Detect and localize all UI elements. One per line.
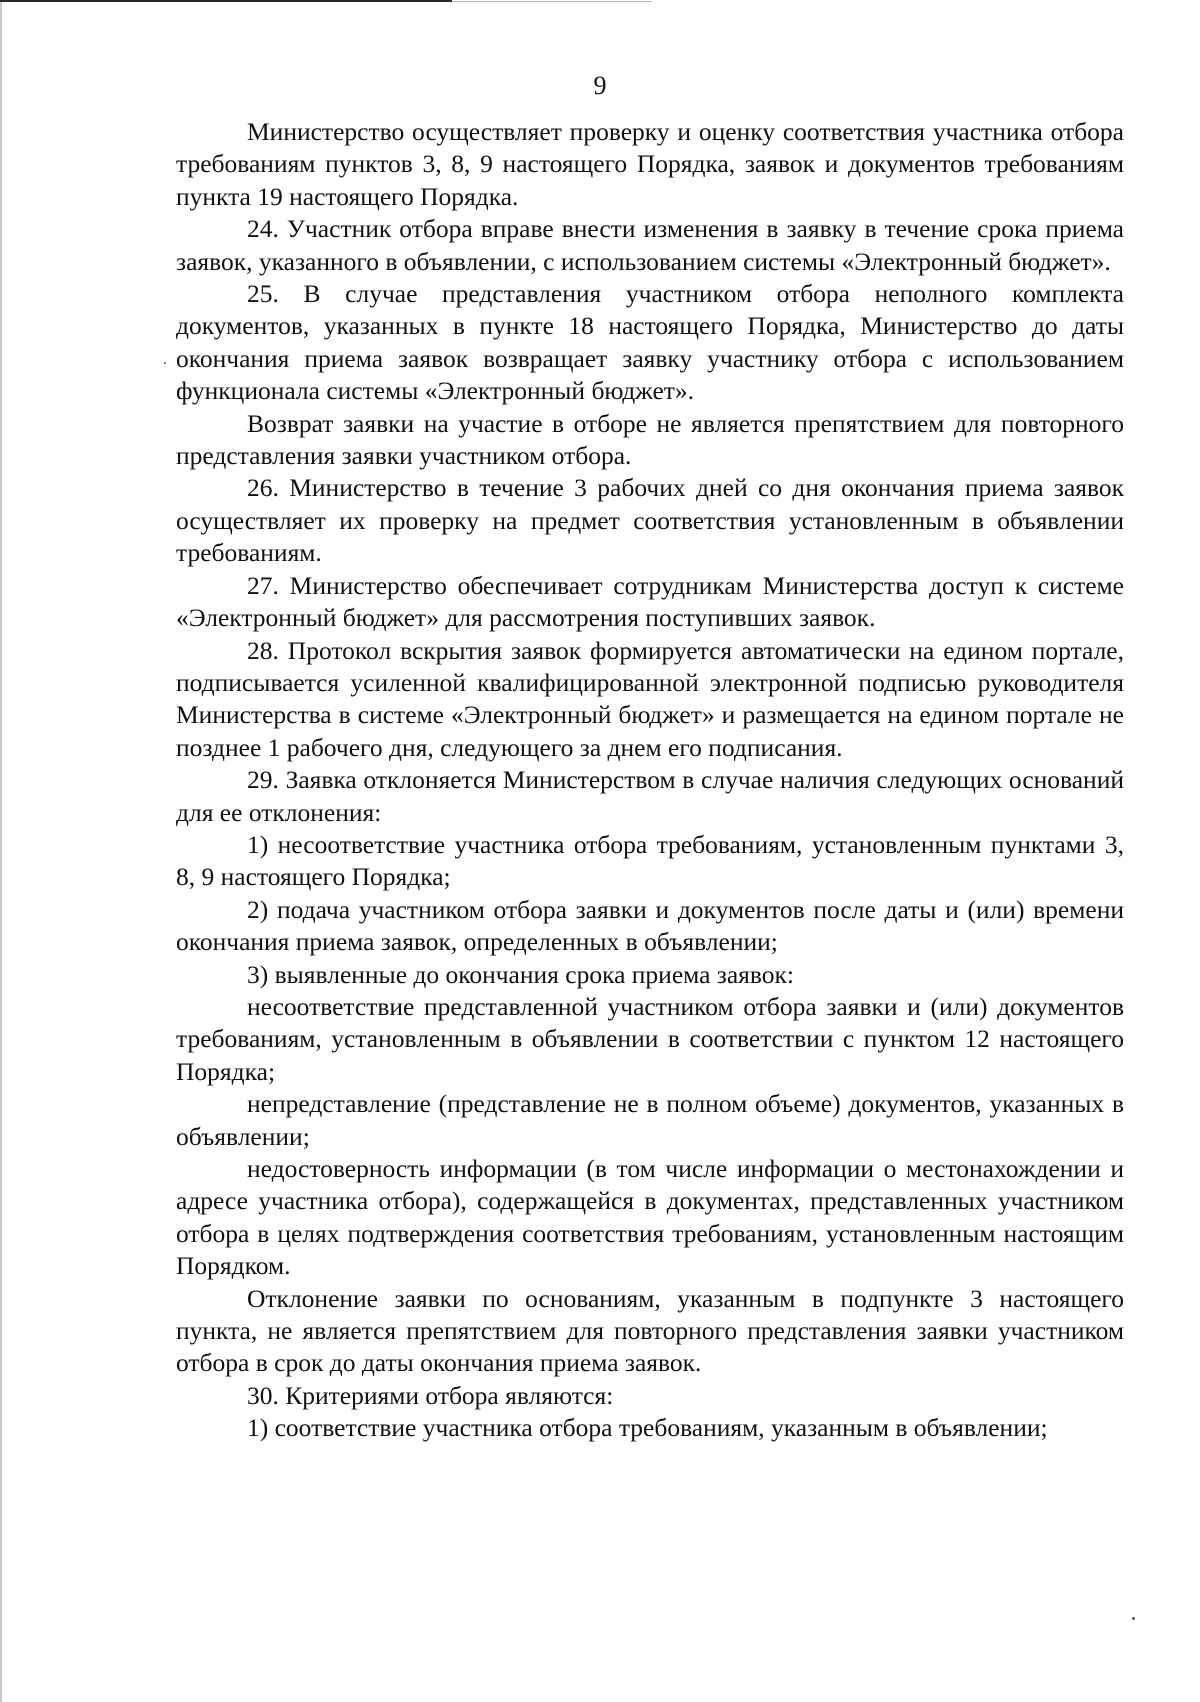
paragraph: 3) выявленные до окончания срока приема заявок: xyxy=(247,959,795,989)
scan-speck xyxy=(1132,1617,1135,1620)
scan-edge-top xyxy=(0,0,452,2)
paragraph: 25. В случае представления участником отбора неполного комплекта документов, указанных в пункте 18 настоящего Порядка, Министерство до даты окончания приема заявок возвращает заявку участнику отбора с использованием функционала системы «Электронный бюджет». xyxy=(176,279,1124,406)
paragraph: непредставление (представление не в полном объеме) документов, указанных в объявлении; xyxy=(176,1089,1124,1151)
page-number: 9 xyxy=(593,71,607,100)
paragraph: 2) подача участником отбора заявки и документов после даты и (или) времени окончания приема заявок, определенных в объявлении; xyxy=(176,894,1124,957)
scan-edge-left xyxy=(0,0,2,1702)
paragraph: 26. Министерство в течение 3 рабочих дней со дня окончания приема заявок осуществляет их проверку на предмет соответствия установленным в объявлении требованиям. xyxy=(176,473,1124,568)
paragraph: недостоверность информации (в том числе информации о местонахождении и адресе участника отбора), содержащейся в документах, представленных участником отбора в целях подтверждения соответствия требованиям, установленным настоящим Порядком. xyxy=(176,1154,1124,1281)
scan-speck xyxy=(164,362,166,364)
paragraph: Отклонение заявки по основаниям, указанным в подпункте 3 настоящего пункта, не является препятствием для повторного представления заявки участником отбора в срок до даты окончания приема заявок. xyxy=(176,1283,1124,1378)
paragraph: 24. Участник отбора вправе внести изменения в заявку в течение срока приема заявок, указанного в объявлении, с использованием системы «Электронный бюджет». xyxy=(176,214,1124,276)
paragraph: Министерство осуществляет проверку и оценку соответствия участника отбора требованиям пунктов 3, 8, 9 настоящего Порядка, заявок и документов требованиям пункта 19 настоящего Порядка. xyxy=(176,117,1124,211)
paragraph: 28. Протокол вскрытия заявок формируется автоматически на едином портале, подписывается усиленной квалифицированной электронной подписью руководителя Министерства в системе «Электронный бюджет» и размещается на едином портале не позднее 1 рабочего дня, следующего за днем его подписания. xyxy=(176,635,1124,762)
paragraph: несоответствие представленной участником отбора заявки и (или) документов требованиям, установленным в объявлении в соответствии с пунктом 12 настоящего Порядка; xyxy=(176,991,1124,1086)
document-body xyxy=(176,116,1124,1445)
paragraph: 27. Министерство обеспечивает сотрудникам Министерства доступ к системе «Электронный бюджет» для рассмотрения поступивших заявок. xyxy=(176,570,1124,633)
paragraph: 29. Заявка отклоняется Министерством в случае наличия следующих оснований для ее отклонения: xyxy=(176,765,1124,827)
scan-edge-top-faint xyxy=(452,1,652,2)
paragraph: 1) несоответствие участника отбора требованиям, установленным пунктами 3, 8, 9 настоящего Порядка; xyxy=(176,829,1124,892)
paragraph: Возврат заявки на участие в отборе не является препятствием для повторного представления заявки участником отбора. xyxy=(176,408,1124,471)
paragraph: 30. Критериями отбора являются: xyxy=(247,1380,614,1410)
paragraph: 1) соответствие участника отбора требованиям, указанным в объявлении; xyxy=(247,1413,1048,1443)
